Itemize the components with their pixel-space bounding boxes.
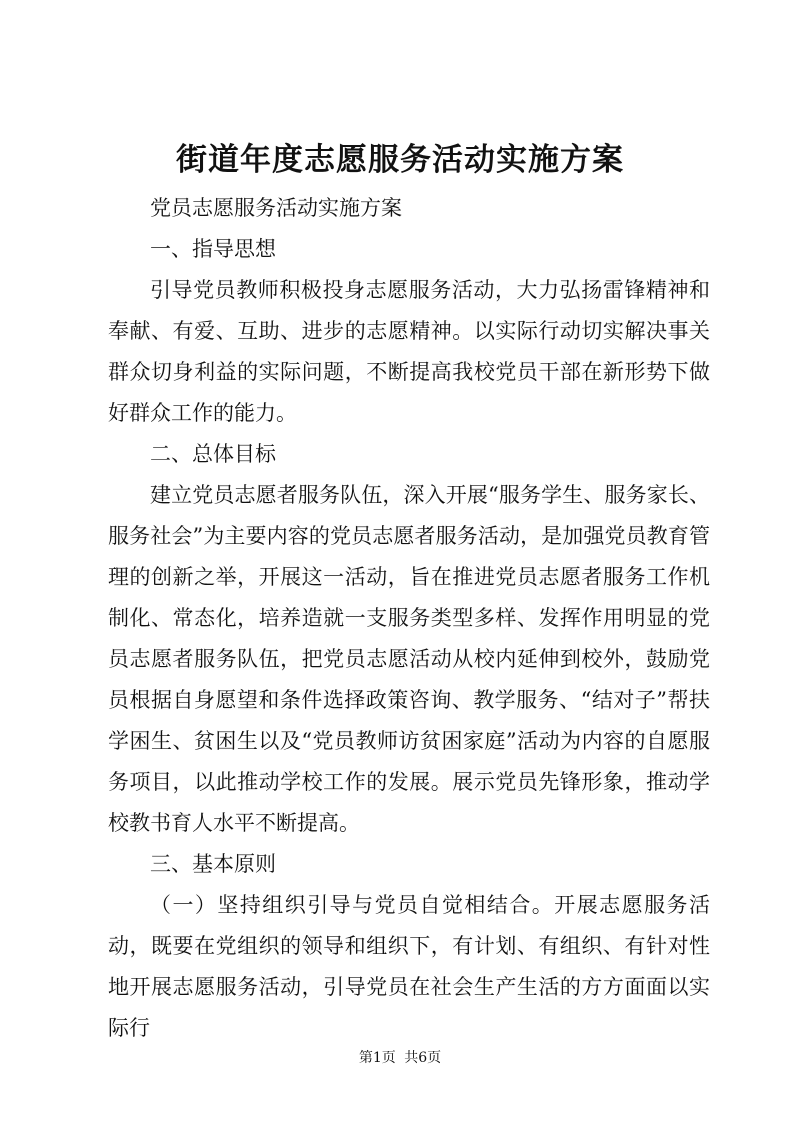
page-footer	[0, 1048, 800, 1068]
section-heading-overall-goal: 二、总体目标	[150, 442, 276, 466]
body-paragraph: 建立党员志愿者服务队伍，深入开展“服务学生、服务家长、服务社会”为主要内容的党员志愿者服务活动，是加强党员教育管理的创新之举，开展这一活动，旨在推进党员志愿者服务工作机制化、常态化，培养造就一支服务类型多样、发挥作用明显的党员志愿者服务队伍，把党员志愿活动从校内延伸到校外，鼓励党员根据自身愿望和条件选择政策咨询、教学服务、“结对子”帮扶学困生、贫困生以及“党员教师访贫困家庭”活动为内容的自愿服务项目，以此推动学校工作的发展。展示党员先锋形象，推动学校教书育人水平不断提高。	[108, 483, 710, 835]
section-heading-basic-principles: 三、基本原则	[150, 852, 276, 876]
body-paragraph: 引导党员教师积极投身志愿服务活动，大力弘扬雷锋精神和奉献、有爱、互助、进步的志愿精神。以实际行动切实解决事关群众切身利益的实际问题，不断提高我校党员干部在新形势下做好群众工作的能力。	[108, 278, 710, 425]
document-title: 街道年度志愿服务活动实施方案	[176, 142, 624, 178]
subtitle-paragraph: 党员志愿服务活动实施方案	[150, 196, 402, 220]
section-heading-guiding-ideology: 一、指导思想	[150, 237, 276, 261]
page-total: 共6页	[404, 1050, 442, 1066]
page-number: 第1页	[358, 1050, 396, 1066]
document-body	[108, 188, 710, 1049]
body-paragraph: （一）坚持组织引导与党员自觉相结合。开展志愿服务活动，既要在党组织的领导和组织下，有计划、有组织、有针对性地开展志愿服务活动，引导党员在社会生产生活的方方面面以实际行	[108, 893, 710, 1040]
